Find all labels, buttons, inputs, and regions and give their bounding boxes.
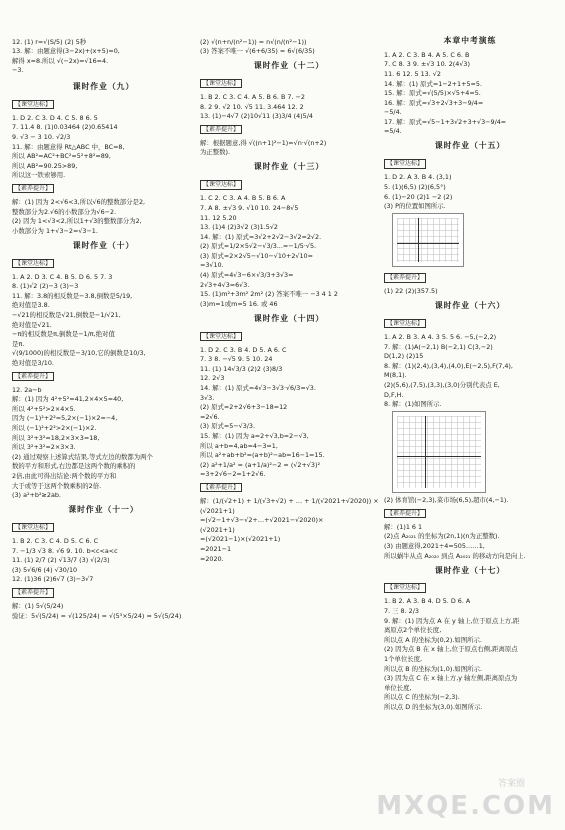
answer-line: 7. 三 8. 2/3 <box>384 607 419 616</box>
answer-line: 8. 解：(1)如图所示. <box>384 400 442 409</box>
answer-line: (3) a²+b²≥2ab. <box>12 491 61 500</box>
answer-line: 是π. <box>12 339 25 348</box>
answer-line: (2) √(n+n/(n²−1)) = n√(n/(n²−1)) <box>200 37 307 46</box>
section-14-lines <box>200 346 378 479</box>
answer-line: (3) 原式=5−√3/3. <box>200 422 256 431</box>
answer-line: (2) a²+1/a² = (a+1/a)²−2 = (√2+√3)² <box>200 460 321 469</box>
answer-line: 11. 6 12. 5 13. √2 <box>384 69 441 78</box>
answer-line: 1. C 2. C 3. A 4. B 5. B 6. A <box>200 194 286 203</box>
section-9-lines <box>12 114 195 180</box>
answer-line: 15. (1)m²+3m² 2m² (2) 答案不唯一 −3 4 1 2 <box>200 290 338 299</box>
answer-line: 9. √3 − 3 10. √2/3 <box>12 132 71 141</box>
section-title-12: 课时作业（十二） <box>253 61 325 71</box>
answer-line: −3. <box>12 66 24 75</box>
section-tag: 【课堂达标】 <box>12 100 54 110</box>
section-11-extra <box>12 602 195 620</box>
answer-line: (3) 5√6/6 (4) √30/10 <box>12 565 78 574</box>
watermark-logo: MXQE.COM <box>376 790 555 821</box>
answer-line: 所以 3²+3²=2×3×3. <box>12 443 76 452</box>
answer-line: 数的平方和形式,右边都是这两个数的乘积的 <box>12 462 136 471</box>
answer-line: (2) 因为点 B 在 x 轴上,位于原点右侧,距离原点 <box>384 645 518 654</box>
answer-line: 15. 解：(1) 因为 a=2+√3,b=2−√3, <box>200 432 309 441</box>
answer-line: 8. (1)√2 (2)−3 (3)−3 <box>12 282 79 291</box>
section-tag: 【素养提升】 <box>200 125 242 135</box>
answer-line: 6. (1)−20 (2)1 −2 (2) <box>384 192 453 201</box>
answer-line: −5/4. <box>384 108 402 117</box>
section-17-lines <box>384 597 556 711</box>
answer-line: 所以点 D 的坐标为(3,0).如图所示. <box>384 703 483 711</box>
answer-line: (2) 体育馆(−2,3),菜市场(6,5),超市(4,−1). <box>384 496 509 505</box>
answer-line: =(√2021−1)×(√2021+1) <box>200 535 281 544</box>
answer-line: 8. 解：(1)(2,4),(3,4),(4,0),E(−2,5),F(7,4), <box>384 361 513 370</box>
answer-line: 12. 2√3 <box>200 374 225 383</box>
answer-line: 解：(1/(√2+1) + 1/(√3+√2) + … + 1/(√2021+√2020)) × <box>200 497 379 506</box>
answer-line: (2)点 A₂₀₂₁ 的坐标为(2n,1)(n为正整数). <box>384 532 500 541</box>
answer-line: =2021−1 <box>200 545 232 554</box>
section-tag: 【课堂达标】 <box>200 79 242 89</box>
column-middle <box>200 36 378 564</box>
answer-line: 12. 2a−b <box>12 385 42 394</box>
answer-line: (2)(5,6),(7,5),(3,3),(3,0)分别代表点 E, <box>384 380 500 389</box>
answer-line: 解得 x=8.所以 √(−2x)=√16=4. <box>12 56 109 65</box>
answer-line: 绝对值是√21. <box>12 320 52 329</box>
section-tag: 【课堂达标】 <box>12 259 54 269</box>
answer-line: 离原点2个单位长度, <box>384 626 442 635</box>
answer-line: 所以这一铁索够用. <box>12 171 66 180</box>
section-10-extra <box>12 386 195 500</box>
answer-line: 所以 (−1)²+2²>2×(−1)×2. <box>12 424 97 433</box>
answer-line: 所以点 C 的坐标为(−2,3). <box>384 693 460 702</box>
section-tag: 【课堂达标】 <box>384 583 426 593</box>
y-axis <box>418 218 419 262</box>
answer-line: 13. (1)−4√7 (2)10√11 (3)3/4 (4)5/4 <box>200 112 313 121</box>
answer-line: 14. 解：(1) 原式=4√3−3√3·√6/3=√3. <box>200 384 316 393</box>
section-tag: 【素养提升】 <box>384 509 426 519</box>
answer-line: (√2021+1) <box>200 506 235 515</box>
answer-line: (2) 因为 1<√3<2,所以1+√3的整数部分为2, <box>12 217 142 226</box>
section-title-13: 课时作业（十三） <box>253 162 325 172</box>
top-lines <box>200 38 378 56</box>
section-title-10: 课时作业（十） <box>72 240 135 250</box>
answer-line: (3) 由题意得,2021÷4=505……1, <box>384 542 485 551</box>
answer-line: 7. C 8. 3 9. ±√3 10. 2(4√3) <box>384 60 470 69</box>
answer-line: (3)m=1或m=5 16. 或 46 <box>200 299 278 308</box>
section-9-extra <box>12 198 195 235</box>
answer-line: √(9/1000)的相反数是−3/10,它的倒数是10/3, <box>12 349 146 358</box>
answer-line: 所以点 A 的坐标为(0,2).如图所示. <box>384 635 482 644</box>
answer-line: 9. 解：(1) 因为点 A 在 y 轴上,位于原点上方,距 <box>384 616 520 625</box>
answer-line: 7. 11.4 8. (1)0.03464 (2)0.65414 <box>12 123 118 132</box>
answer-line: 1. D 2. C 3. D 4. C 5. 8 6. 5 <box>12 113 98 122</box>
answer-line: 解：(1) 因为 2<√6<3,所以√6的整数部分是2, <box>12 198 146 207</box>
answer-line: 1个单位长度, <box>384 655 423 664</box>
answer-line: =3+2√6−2=1+2√6. <box>200 470 266 479</box>
section-title-16: 课时作业（十六） <box>434 301 506 311</box>
answer-line: 所以 a²+ab+b²=(a+b)²−ab=16−1=15. <box>200 451 325 460</box>
section-11-lines <box>12 537 195 583</box>
section-14-extra <box>200 497 378 563</box>
answer-line: 为正整数). <box>200 148 231 157</box>
answer-line: 11. (1) 2/7 (2) √13/7 (3) √(2/3) <box>12 556 110 565</box>
answer-line: D,F,H. <box>384 390 404 399</box>
answer-line: 验证：5√(5/24) = √(125/24) = √(5³×5/24) = 5√(5/24) <box>12 611 182 620</box>
answer-line: 绝对值是3/10. <box>12 359 54 367</box>
section-title-15: 课时作业（十五） <box>434 141 506 151</box>
answer-line: 2√3+4√3=6√3. <box>200 280 250 289</box>
answer-line: 11. (1) 14√3/3 (2)2 (3)8/3 <box>200 364 283 373</box>
section-title-11: 课时作业（十一） <box>68 505 139 515</box>
answer-line: (3) P的位置如图所示. <box>384 202 446 211</box>
section-13-lines <box>200 194 378 308</box>
answer-line: 解：(1)1 6 1 <box>384 522 423 531</box>
answer-line: 整数部分为2.√6的小数部分为√6−2. <box>12 207 117 216</box>
section-10-lines <box>12 273 195 367</box>
answer-line: −√21的相反数是√21,倒数是−1/√21, <box>12 311 121 320</box>
chapter-lines <box>384 51 556 136</box>
answer-line: 1. D 2. C 3. B 4. D 5. A 6. C <box>200 345 287 354</box>
answer-line: (√2021+1) <box>200 525 235 534</box>
grid-lines <box>397 416 481 488</box>
answer-line: 1. B 2. C 3. C 4. A 5. B 6. B 7. −2 <box>200 93 305 102</box>
answer-line: 1. A 2. B 3. A 4. 3 5. 5 6. −5,(−2,2) <box>384 333 497 342</box>
answer-line: 2倍,由此可得出结论:两个数的平方和 <box>12 472 117 481</box>
answer-line: 3√3. <box>200 393 215 402</box>
answer-line: 解：(1) 因为 4²+5²=41,2×4×5=40, <box>12 395 124 404</box>
answer-line: 7. 解：(1)A(−2,1) B(−2,1) C(3,−2) <box>384 342 493 351</box>
section-tag: 【课堂达标】 <box>200 332 242 342</box>
answer-line: (2) 原式=1/2×5√2−√3/3...=−1/5·√5. <box>200 242 317 251</box>
section-tag: 【素养提升】 <box>12 184 54 194</box>
answer-line: 因为 (−1)²+2²=5,2×(−1)×2=−4, <box>12 414 118 423</box>
answer-line: 14. 解：(1) 原式=3√2+2√2−3√2=2√2. <box>200 232 322 241</box>
answer-line: M(8,1). <box>384 371 407 380</box>
answer-line: −π的相反数是π,倒数是−1/π,绝对值 <box>12 330 115 339</box>
grid-lines <box>397 218 459 262</box>
answer-line: =2√6. <box>200 412 220 421</box>
answer-line: 所以 AB²=AC²+BC²=5²+8²=89, <box>12 152 111 161</box>
answer-line: 所以 AB²=90.25>89, <box>12 161 78 170</box>
column-left <box>12 36 195 621</box>
section-tag: 【课堂达标】 <box>200 180 242 190</box>
answer-line: =2020. <box>200 554 224 563</box>
answer-line: 7. −1/3 √3 8. √6 9. 10. b<c<a<c <box>12 546 118 555</box>
answer-line: 11. 解：3.8的相反数是−3.8,倒数是5/19, <box>12 291 133 300</box>
section-tag: 【素养提升】 <box>384 273 426 283</box>
answer-line: 所以 3²+3²=18,2×3×3=18, <box>12 433 100 442</box>
watermark-subtitle: 答案圈 <box>497 778 525 789</box>
section-tag: 【素养提升】 <box>200 483 242 493</box>
answer-line: 1. A 2. D 3. C 4. B 5. D 6. 5 7. 3 <box>12 272 113 281</box>
answer-line: 所以蜗牛从点 A₂₀₂₀ 到点 A₂₀₂₁ 的移动方向是向上. <box>384 551 526 560</box>
section-tag: 【素养提升】 <box>12 372 54 382</box>
answer-line: 小数部分为 1+√3−2=√3−1. <box>12 226 98 235</box>
answer-line: 8. 2 9. √2 10. √5 11. 3.464 12. 2 <box>200 102 304 111</box>
x-axis <box>397 456 481 457</box>
answer-line: =3√10. <box>200 261 224 270</box>
answer-line: 所以 a+b=4,ab=4−3=1, <box>200 441 278 450</box>
answer-line: 17. 解：原式=√5−1+3√2+3+√3−9/4= <box>384 117 507 126</box>
section-title-14: 课时作业（十四） <box>253 313 325 323</box>
answer-line: 13. 解：由题意得(3−2x)+(x+5)=0, <box>12 47 120 56</box>
section-title-17: 课时作业（十七） <box>434 565 506 575</box>
section-15-lines <box>384 173 556 210</box>
answer-line: 1. B 2. C 3. C 4. D 5. C 6. C <box>12 537 99 546</box>
answer-line: 绝对值是3.8. <box>12 301 50 310</box>
answer-line: 1. B 2. A 3. B 4. D 5. D 6. A <box>384 597 471 606</box>
answer-line: 解：根据题意,得 √((n+1)²−1)=√n·√(n+2) <box>200 138 327 147</box>
answer-line: 12. (1)36 (2)6√7 (3)−3√7 <box>12 575 94 584</box>
section-16-lines <box>384 333 556 408</box>
section-tag: 【素养提升】 <box>12 588 54 598</box>
answer-line: =5/4. <box>384 127 402 136</box>
answer-line: (1) 22 (2)(357.5) <box>384 287 438 296</box>
answer-line: 单位长度, <box>384 683 412 692</box>
column-right <box>384 36 556 713</box>
answer-line: 5. (1)(6,5) (2)(6,5°) <box>384 182 446 191</box>
answer-line: 12. (1) r=√(S/5) (2) 5秒 <box>12 37 87 46</box>
answer-line: 所以点 B 的坐标为(1,0).如图所示. <box>384 664 482 673</box>
answer-line: 11. 解：由题意得 Rt△ABC 中，BC=8, <box>12 142 125 151</box>
answer-line: (2) 原式=2+2√6+3−18=12 <box>200 403 288 412</box>
answer-line: 解：(1) 5√(5/24) <box>12 602 64 611</box>
answer-line: 所以 4²+5²>2×4×5. <box>12 404 76 413</box>
coordinate-grid-figure <box>392 213 464 267</box>
section-12-lines <box>200 93 378 120</box>
chapter-review-title: 本章中考演练 <box>443 36 497 45</box>
answer-line: 15. 解：原式=√(5/5)×√5+4=5. <box>384 89 481 98</box>
answer-line: 1. A 2. C 3. B 4. A 5. C 6. B <box>384 50 470 59</box>
answer-line: 7. 3 8. −√5 9. 5 10. 24 <box>200 355 273 364</box>
answer-line: (3) 原式=2×2√5−√10−√10+2√10= <box>200 251 313 260</box>
section-title-9: 课时作业（九） <box>72 81 135 91</box>
x-axis <box>397 243 459 244</box>
y-axis <box>425 416 426 488</box>
answer-line: (3) 因为点 C 在 x 轴上方,y 轴左侧,距离原点为 <box>384 674 518 683</box>
answer-line: 7. A 8. ±√3 9. √10 10. 24−8√5 <box>200 203 299 212</box>
answer-line: 1. D 2. A 3. B 4. (3,1) <box>384 173 452 182</box>
section-tag: 【课堂达标】 <box>384 159 426 169</box>
answer-line: 13. (1)4 (2)3√2 (3)1.5√2 <box>200 223 278 232</box>
answer-line: (3) 答案不唯一 √(6+6/35) = 6√(6/35) <box>200 47 315 56</box>
answer-line: 14. 解：(1) 原式=1−2+1+5=5. <box>384 79 482 88</box>
map-grid-figure <box>392 411 486 493</box>
top-lines <box>12 36 195 76</box>
answer-line: (2) 通过观察上述算式结果,等式左边的数都为两个 <box>12 452 153 461</box>
answer-line: 16. 解：原式=√3+2√3+3−9/4= <box>384 98 484 107</box>
answer-line: =(√2−1+√3−√2+…+√2021−√2020)× <box>200 516 324 525</box>
answer-line: D(1,2) (2)15 <box>384 352 424 361</box>
section-tag: 【课堂达标】 <box>384 319 426 329</box>
section-12-extra <box>200 139 378 157</box>
answer-line: (4) 原式=4√3−6×√3/3+3√3= <box>200 271 294 280</box>
section-15-extra <box>384 287 556 295</box>
answer-line: 11. 12 5.20 <box>200 213 237 222</box>
section-16-extra <box>384 523 556 560</box>
answer-line: 大于或等于这两个数乘积的2倍. <box>12 481 102 490</box>
section-tag: 【课堂达标】 <box>12 523 54 533</box>
